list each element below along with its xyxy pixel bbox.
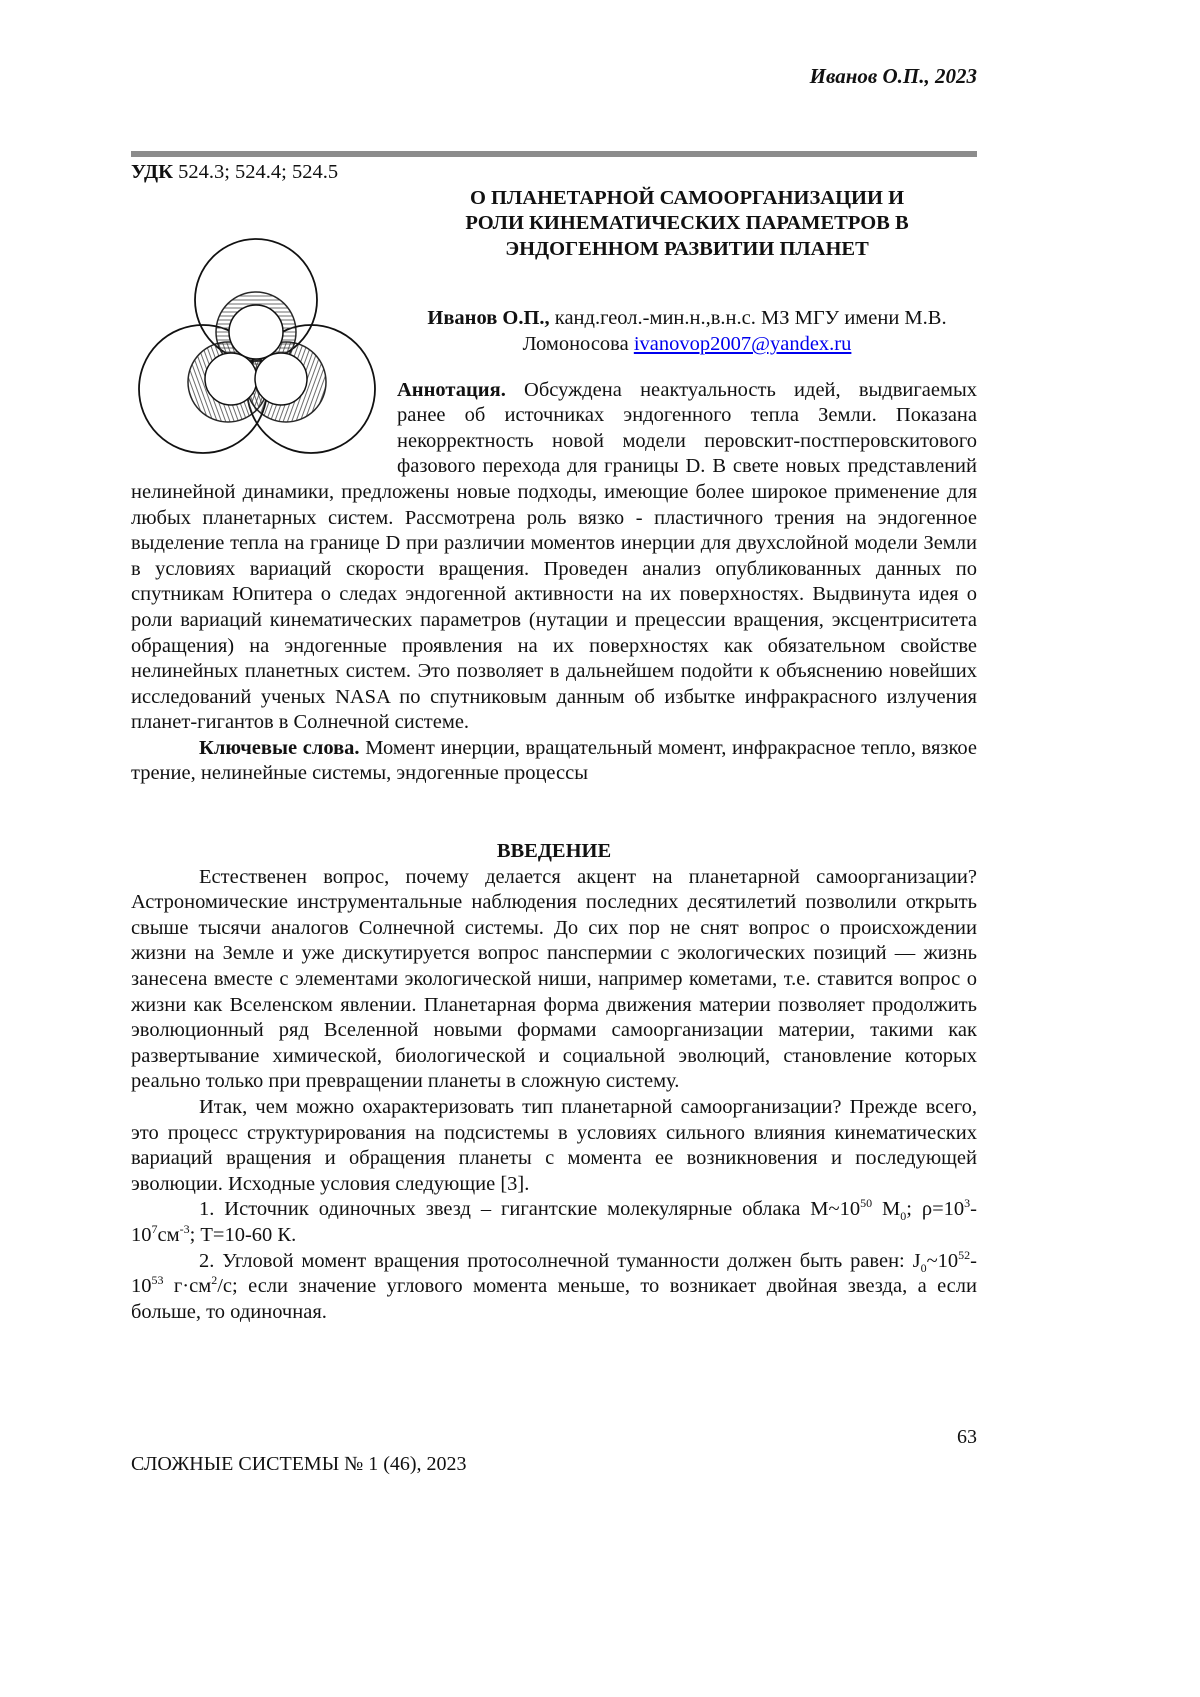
subscript: 0 bbox=[921, 1261, 927, 1275]
condition-item-2 bbox=[131, 1249, 977, 1326]
author-affiliation: канд.геол.-мин.н.,в.н.с. МЗ МГУ имени М.В. Ломоносова bbox=[523, 307, 947, 355]
text-segment: г·см bbox=[164, 1275, 212, 1297]
text-segment: ; ρ=10 bbox=[906, 1198, 964, 1220]
superscript: 7 bbox=[152, 1222, 158, 1236]
udk-label: УДК bbox=[131, 161, 173, 183]
subscript: 0 bbox=[900, 1209, 906, 1223]
title-line: О ПЛАНЕТАРНОЙ САМООРГАНИЗАЦИИ И bbox=[181, 186, 977, 212]
superscript: -3 bbox=[180, 1222, 190, 1236]
text-segment: 2. Угловой момент вращения протосолнечной туманности должен быть равен: J bbox=[199, 1250, 921, 1272]
author-email-link[interactable]: ivanovop2007@yandex.ru bbox=[634, 333, 852, 355]
text-segment: ; T=10-60 К. bbox=[190, 1224, 297, 1246]
title-line: ЭНДОГЕННОМ РАЗВИТИИ ПЛАНЕТ bbox=[181, 237, 977, 263]
text-segment: M bbox=[872, 1198, 900, 1220]
journal-footer: СЛОЖНЫЕ СИСТЕМЫ № 1 (46), 2023 bbox=[131, 1453, 467, 1476]
abstract-text: Обсуждена неактуальность идей, выдвигаемых ранее об источниках эндогенного тепла Земли. Показана некорректность новой модели перовскит-постперовскитового фазового перехода для границы D. В свете новых представлений нелинейной динамики, предложены новые подходы, имеющие более широкое применение для любых планетарных систем. Рассмотрена роль вязко - пластичного трения на эндогенное выделение тепла на границе D при различии моментов инерции для двухслойной модели Земли в условиях вариаций скорости вращения. Проведен анализ опубликованных данных по спутникам Юпитера о следах эндогенной активности на их поверхностях. Выдвинута идея о роли вариаций кинематических параметров (нутации и прецессии вращения, эксцентриситета обращения) на эндогенные проявления на их поверхностях как обязательном свойстве нелинейных планетных систем. Это позволяет в дальнейшем подойти к объяснению новейших исследований ученых NASA по спутниковым данным об избытке инфракрасного излучения планет-гигантов в Солнечной системе. bbox=[131, 379, 977, 734]
running-head: Иванов О.П., 2023 bbox=[810, 64, 977, 89]
udk-value: 524.3; 524.4; 524.5 bbox=[173, 161, 338, 183]
intro-paragraph-2: Итак, чем можно охарактеризовать тип планетарной самоорганизации? Прежде всего, это процесс структурирования на подсистемы в условиях сильного влияния кинематических вариаций вращения и обращения планеты с момента ее возникновения и последующей эволюции. Исходные условия следующие [3]. bbox=[131, 1095, 977, 1197]
article-body bbox=[131, 160, 977, 1325]
text-segment: -10 bbox=[131, 1250, 977, 1298]
text-segment: /с; если значение углового момента меньше, то возникает двойная звезда, а если больше, то одиночная. bbox=[131, 1275, 977, 1323]
section-heading: ВВЕДЕНИЕ bbox=[131, 839, 977, 865]
superscript: 53 bbox=[152, 1273, 164, 1287]
superscript: 50 bbox=[860, 1197, 872, 1211]
text-segment: 1. Источник одиночных звезд – гигантские молекулярные облака M~10 bbox=[199, 1198, 860, 1220]
three-circles-figure bbox=[131, 214, 389, 480]
superscript: 52 bbox=[958, 1248, 970, 1262]
intro-paragraph-1: Естественен вопрос, почему делается акцент на планетарной самоорганизации? Астрономические инструментальные наблюдения последних десятилетий позволили открыть свыше тысячи аналогов Солнечной системы. До сих пор не снят вопрос о происхождении жизни на Земле и уже дискутируется вопрос панспермии с экологических позиций — жизнь занесена вместе с элементами экологической ниши, например кометами, т.е. ставится вопрос о жизни как Вселенском явлении. Планетарная форма движения материи позволяет продолжить эволюционный ряд Вселенной новыми формами самоорганизации материи, такими как развертывание химической, биологической и социальной эволюций, становление которых реально только при превращении планеты в сложную систему. bbox=[131, 865, 977, 1095]
text-segment: см bbox=[158, 1224, 180, 1246]
title-line: РОЛИ КИНЕМАТИЧЕСКИХ ПАРАМЕТРОВ В bbox=[181, 211, 977, 237]
header-rule bbox=[131, 151, 977, 157]
keywords-label: Ключевые слова. bbox=[199, 737, 360, 759]
condition-item-1 bbox=[131, 1197, 977, 1248]
abstract-label: Аннотация. bbox=[397, 379, 506, 401]
superscript: 2 bbox=[211, 1273, 217, 1287]
text-segment: ~10 bbox=[927, 1250, 959, 1272]
author-name: Иванов О.П., bbox=[427, 307, 549, 329]
udk-line bbox=[131, 160, 977, 186]
page-number: 63 bbox=[957, 1426, 977, 1449]
text-segment: -10 bbox=[131, 1198, 977, 1246]
superscript: 3 bbox=[964, 1197, 970, 1211]
keywords-text: Момент инерции, вращательный момент, инфракрасное тепло, вязкое трение, нелинейные системы, эндогенные процессы bbox=[131, 737, 977, 785]
keywords bbox=[131, 736, 977, 787]
